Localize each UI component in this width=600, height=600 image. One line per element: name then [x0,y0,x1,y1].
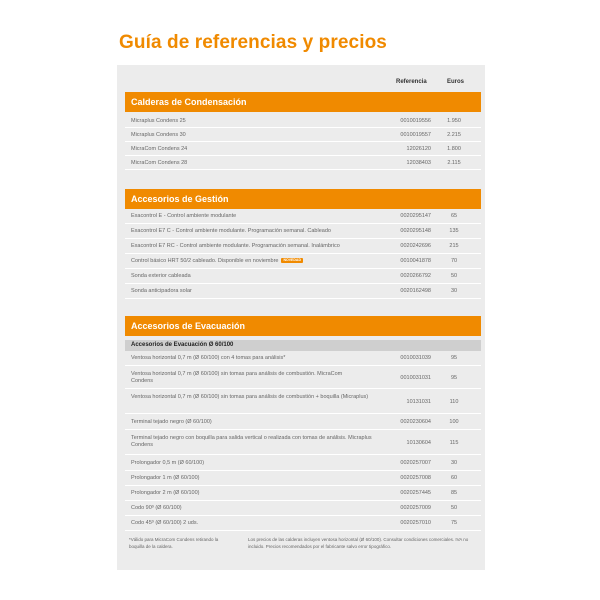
row-price: 115 [449,440,459,446]
row-reference: 0020257008 [400,475,431,481]
row-price: 60 [450,475,458,481]
table-row [125,367,481,389]
row-price: 1.800 [447,146,461,152]
row-description: Exacontrol E7 C - Control ambiente modulante. Programación semanal. Cableado [131,228,331,234]
row-price: 50 [450,273,458,279]
row-description: Micraplus Condens 30 [131,132,186,138]
row-price: 2.115 [447,160,461,166]
row-description: Prolongador 0,5 m (Ø 60/100) [131,460,205,466]
row-reference: 0010019557 [400,132,431,138]
row-reference: 12026120 [406,146,431,152]
row-description [131,258,371,265]
row-description: Prolongador 2 m (Ø 60/100) [131,490,200,496]
row-price: 50 [450,505,458,511]
page-title: Guía de referencias y precios [119,32,387,53]
row-reference: 0010041878 [400,258,431,264]
row-reference: 0020230604 [400,419,431,425]
new-badge: NOVEDAD [283,258,301,263]
row-description: Exacontrol E7 RC - Control ambiente modulante. Programación semanal. Inalámbrico [131,243,340,249]
row-price: 135 [449,228,459,234]
row-description: Ventosa horizontal 0,7 m (Ø 60/100) sin tomas para análisis de combustión. MicraCom Condens [131,371,343,384]
table-row [125,456,481,471]
table-row [125,209,481,224]
row-reference: 0020257010 [400,520,431,526]
row-description: Codo 90º (Ø 60/100) [131,505,182,511]
row-description-text: Control básico HRT 50/2 cableado. Disponible en noviembre [131,258,279,264]
table-row [125,471,481,486]
row-reference: 0020295148 [400,228,431,234]
row-reference: 10130604 [406,440,431,446]
row-description: Terminal tejado negro (Ø 60/100) [131,419,212,425]
row-reference: 0020257007 [400,460,431,466]
table-row [125,269,481,284]
section-heading-accesorios-evacuacion: Accesorios de Evacuación [125,316,481,336]
row-description: Exacontrol E - Control ambiente modulante [131,213,237,219]
table-row [125,390,481,414]
table-row [125,501,481,516]
price-column-header: Euros [447,79,465,85]
row-description: MicraCom Condens 24 [131,146,188,152]
row-price: 95 [450,375,458,381]
row-reference: 0020295147 [400,213,431,219]
reference-column-header: Referencia [396,79,427,85]
row-price: 65 [450,213,458,219]
row-reference: 0020162498 [400,288,431,294]
row-reference: 0010031031 [400,375,431,381]
table-row [125,516,481,531]
row-price: 110 [449,399,459,405]
table-row [125,352,481,366]
section-heading-calderas: Calderas de Condensación [125,92,481,112]
row-price: 85 [450,490,458,496]
row-price: 1.950 [447,118,461,124]
row-reference: 0020257445 [400,490,431,496]
row-description: Prolongador 1 m (Ø 60/100) [131,475,200,481]
row-description: Sonda anticipadora solar [131,288,192,294]
row-price: 30 [450,460,458,466]
row-description: Sonda exterior cableada [131,273,191,279]
table-row [125,284,481,299]
table-row [125,129,481,142]
table-row [125,239,481,254]
row-price: 75 [450,520,458,526]
footnote-right: Los precios de las calderas incluyen ventosa horizontal (Ø 60/100). Consultar condiciones comerciales. IVA no incluido. Precios recomendados por el fabricante salvo error tipográfico. [248,537,469,549]
row-price: 100 [449,419,459,425]
row-price: 30 [450,288,458,294]
section-heading-accesorios-gestion: Accesorios de Gestión [125,189,481,209]
row-description: MicraCom Condens 28 [131,160,188,166]
row-price: 70 [450,258,458,264]
table-row [125,143,481,156]
row-reference: 0010031039 [400,355,431,361]
row-description: Ventosa horizontal 0,7 m (Ø 60/100) sin tomas para análisis de combustión + boquilla (Micraplus) [131,394,369,400]
row-description: Terminal tejado negro con boquilla para salida vertical o realizada con tomas de análisis. Micraplus Condens [131,435,372,448]
row-price: 95 [450,355,458,361]
row-price: 2.215 [447,132,461,138]
table-row [125,115,481,128]
subsection-heading: Accesorios de Evacuación Ø 60/100 [125,340,481,351]
row-reference: 12038403 [406,160,431,166]
table-row [125,415,481,430]
row-price: 215 [449,243,459,249]
table-row [125,486,481,501]
row-reference: 0010019556 [400,118,431,124]
table-row [125,224,481,239]
row-description: Codo 45º (Ø 60/100) 2 uds. [131,520,199,526]
row-reference: 0020266792 [400,273,431,279]
row-reference: 0020257009 [400,505,431,511]
table-row [125,157,481,170]
table-row [125,254,481,269]
row-description: Ventosa horizontal 0,7 m (Ø 60/100) con 4 tomas para análisis* [131,355,286,361]
row-reference: 10131031 [406,399,431,405]
row-reference: 0020242696 [400,243,431,249]
footnote-left: *Válido para MicraCom Condens retirando la boquilla de la caldera. [129,537,219,549]
row-description: Micraplus Condens 25 [131,118,186,124]
table-row [125,431,481,455]
